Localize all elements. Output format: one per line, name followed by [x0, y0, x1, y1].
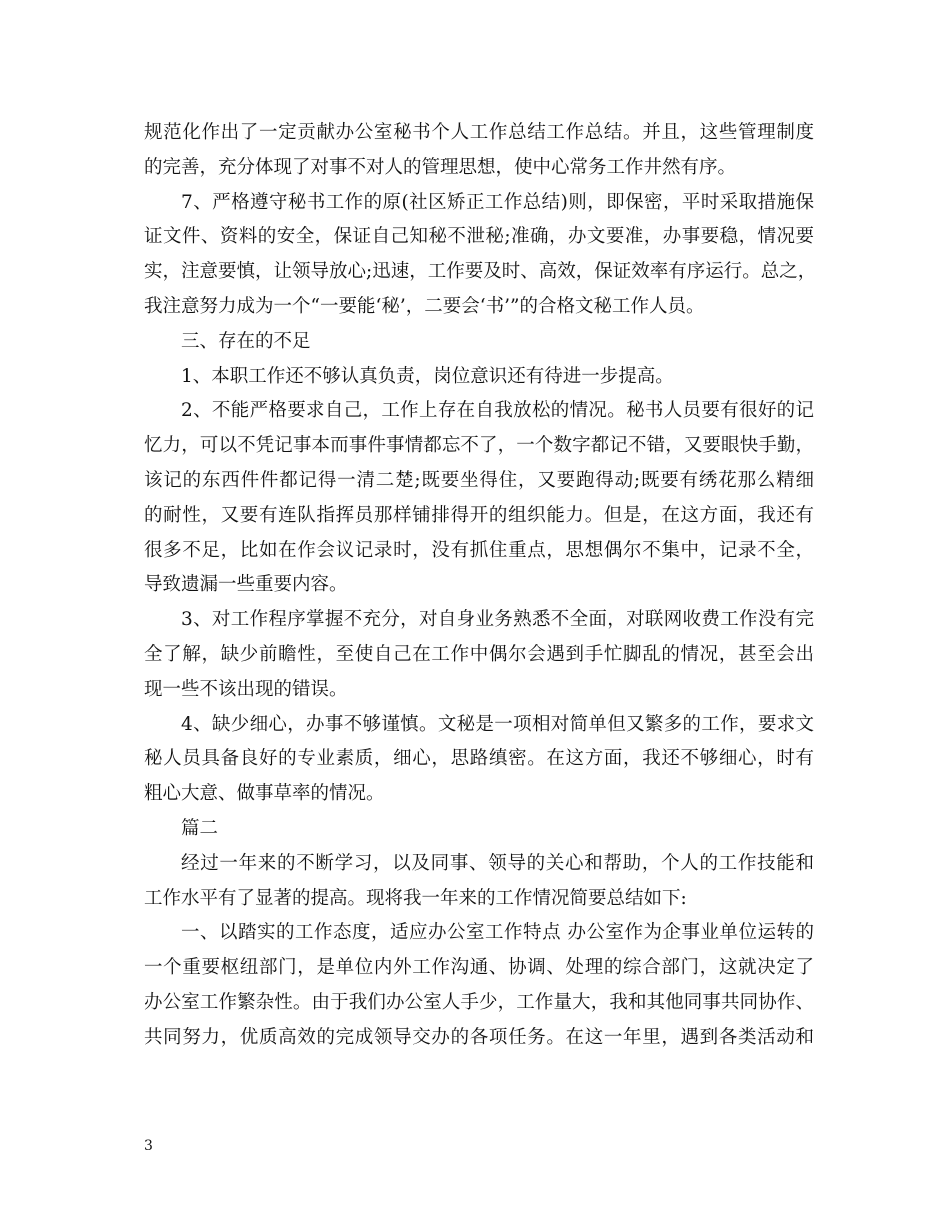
text-line: 现一些不该出现的错误。 — [144, 678, 348, 700]
text-line: 忆力，可以不凭记事本而事件事情都忘不了，一个数字都记不错，又要眼快手勤， — [144, 435, 814, 457]
text-line: 2、不能严格要求自己，工作上存在自我放松的情况。秘书人员要有很好的记 — [181, 400, 814, 422]
text-line: 一个重要枢纽部门，是单位内外工作沟通、协调、处理的综合部门，这就决定了 — [144, 957, 814, 979]
text-line: 4、缺少细心，办事不够谨慎。文秘是一项相对简单但又繁多的工作，要求文 — [181, 713, 814, 735]
text-line: 粗心大意、做事草率的情况。 — [144, 783, 385, 805]
text-line: 实，注意要慎，让领导放心;迅速，工作要及时、高效，保证效率有序运行。总之， — [144, 261, 817, 283]
text-line: 1、本职工作还不够认真负责，岗位意识还有待进一步提高。 — [181, 365, 674, 387]
text-line: 共同努力，优质高效的完成领导交办的各项任务。在这一年里，遇到各类活动和 — [144, 1026, 814, 1048]
text-line: 该记的东西件件都记得一清二楚;既要坐得住，又要跑得动;既要有绣花那么精细 — [144, 469, 814, 491]
body-text — [144, 116, 817, 1056]
text-line: 的完善，充分体现了对事不对人的管理思想，使中心常务工作井然有序。 — [144, 156, 737, 178]
text-line: 导致遗漏一些重要内容。 — [144, 574, 348, 596]
text-line: 3、对工作程序掌握不充分，对自身业务熟悉不全面，对联网收费工作没有完 — [181, 609, 814, 631]
text-line: 7、严格遵守秘书工作的原(社区矫正工作总结)则，即保密，平时采取措施保 — [181, 191, 814, 213]
page-number: 3 — [144, 1138, 153, 1154]
text-line: 证文件、资料的安全，保证自己知秘不泄秘;准确，办文要准，办事要稳，情况要 — [144, 226, 814, 248]
text-line: 经过一年来的不断学习，以及同事、领导的关心和帮助，个人的工作技能和 — [181, 852, 814, 874]
text-line: 三、存在的不足 — [181, 330, 311, 352]
text-line: 的耐性，又要有连队指挥员那样铺排得开的组织能力。但是，在这方面，我还有 — [144, 504, 814, 526]
text-line: 我注意努力成为一个“一要能‘秘’，二要会‘书’”的合格文秘工作人员。 — [144, 295, 705, 317]
text-line: 全了解，缺少前瞻性，至使自己在工作中偶尔会遇到手忙脚乱的情况，甚至会出 — [144, 643, 814, 665]
text-line: 工作水平有了显著的提高。现将我一年来的工作情况简要总结如下: — [144, 887, 687, 909]
text-line: 很多不足，比如在作会议记录时，没有抓住重点，思想偶尔不集中，记录不全， — [144, 539, 814, 561]
text-line: 秘人员具备良好的专业素质，细心，思路缜密。在这方面，我还不够细心，时有 — [144, 748, 814, 770]
text-line: 篇二 — [181, 817, 219, 839]
text-line: 一、以踏实的工作态度，适应办公室工作特点 办公室作为企事业单位运转的 — [181, 922, 814, 944]
text-line: 办公室工作繁杂性。由于我们办公室人手少，工作量大，我和其他同事共同协作、 — [144, 991, 814, 1013]
text-line: 规范化作出了一定贡献办公室秘书个人工作总结工作总结。并且，这些管理制度 — [144, 122, 814, 143]
